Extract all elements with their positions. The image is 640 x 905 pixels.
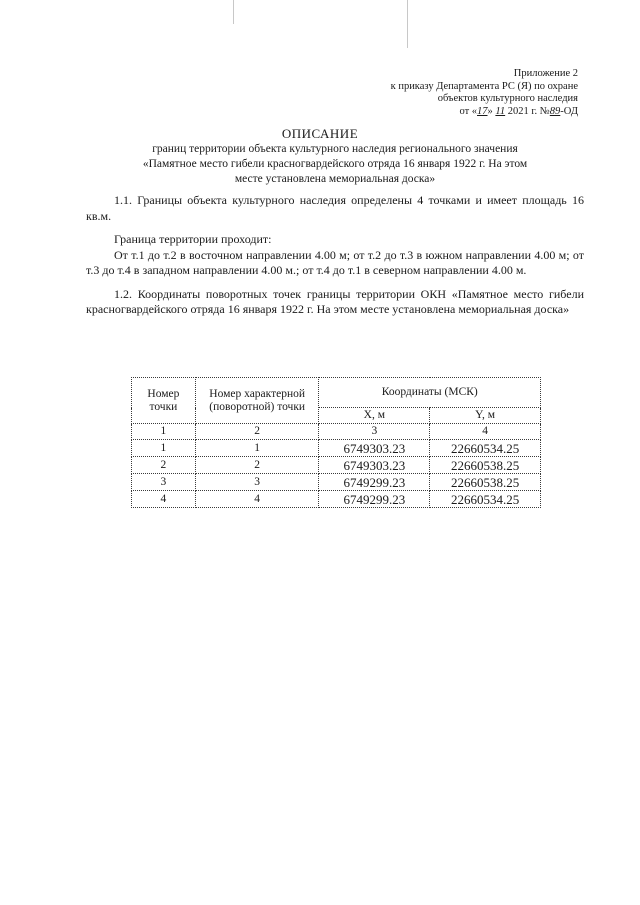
cell-y: 22660538.25	[430, 457, 541, 474]
column-number: 2	[195, 424, 319, 440]
header-point-number: Номер точки	[132, 378, 196, 424]
cell-x: 6749303.23	[319, 457, 430, 474]
header-characteristic-point: Номер характерной (поворотной) точки	[195, 378, 319, 424]
date-day: 17	[477, 105, 488, 117]
date-year: 2021 г. №	[505, 105, 550, 117]
appendix-header	[278, 68, 578, 118]
table-row	[132, 440, 541, 457]
subtitle-line: границ территории объекта культурного наследия регионального значения	[152, 143, 518, 155]
document-body	[86, 193, 584, 318]
coordinates-table	[131, 377, 541, 508]
header-y: Y, м	[430, 408, 541, 424]
column-number: 3	[319, 424, 430, 440]
column-number-row	[132, 424, 541, 440]
cell-char-point: 3	[195, 474, 319, 491]
document-subtitle	[100, 142, 570, 187]
cell-y: 22660534.25	[430, 491, 541, 508]
column-number: 1	[132, 424, 196, 440]
cell-point: 2	[132, 457, 196, 474]
cell-char-point: 2	[195, 457, 319, 474]
scan-mark	[233, 0, 234, 24]
paragraph-1-2: 1.2. Координаты поворотных точек границы территории ОКН «Памятное место гибели красногвардейского отряда 16 января 1922 г. На этом месте установлена мемориальная доска»	[86, 286, 584, 316]
table-row	[132, 474, 541, 491]
cell-y: 22660538.25	[430, 474, 541, 491]
appendix-label: Приложение 2	[513, 68, 578, 79]
cell-point: 1	[132, 440, 196, 457]
order-suffix: -ОД	[560, 105, 578, 117]
order-number: 89	[549, 105, 561, 117]
cell-x: 6749299.23	[319, 491, 430, 508]
cell-char-point: 1	[195, 440, 319, 457]
column-number: 4	[430, 424, 541, 440]
date-month: 11	[495, 105, 506, 117]
subtitle-line: месте установлена мемориальная доска»	[234, 173, 436, 185]
cell-point: 3	[132, 474, 196, 491]
header-x: X, м	[319, 408, 430, 424]
cell-x: 6749303.23	[319, 440, 430, 457]
scan-mark	[407, 0, 408, 48]
paragraph-route: От т.1 до т.2 в восточном направлении 4.00 м; от т.2 до т.3 в южном направлении 4.00 м; от т.3 до т.4 в западном направлении 4.00 м.; от т.4 до т.1 в северном направлении 4.00 м.	[86, 247, 584, 277]
cell-y: 22660534.25	[430, 440, 541, 457]
document-title: ОПИСАНИЕ	[281, 126, 359, 141]
table-row	[132, 491, 541, 508]
appendix-order-ref: к приказу Департамента РС (Я) по охране	[390, 80, 578, 92]
date-prefix: от «	[459, 105, 478, 117]
paragraph-boundary: Граница территории проходит:	[114, 232, 272, 246]
appendix-department: объектов культурного наследия	[437, 93, 578, 104]
paragraph-1-1: 1.1. Границы объекта культурного наследия определены 4 точками и имеет площадь 16 кв.м.	[86, 193, 584, 223]
appendix-date-line	[278, 106, 578, 119]
date-mid: »	[487, 105, 496, 117]
cell-x: 6749299.23	[319, 474, 430, 491]
cell-point: 4	[132, 491, 196, 508]
cell-char-point: 4	[195, 491, 319, 508]
table-row	[132, 457, 541, 474]
subtitle-line: «Памятное место гибели красногвардейского отряда 16 января 1922 г. На этом	[142, 158, 528, 170]
header-coordinates: Координаты (МСК)	[319, 378, 541, 408]
